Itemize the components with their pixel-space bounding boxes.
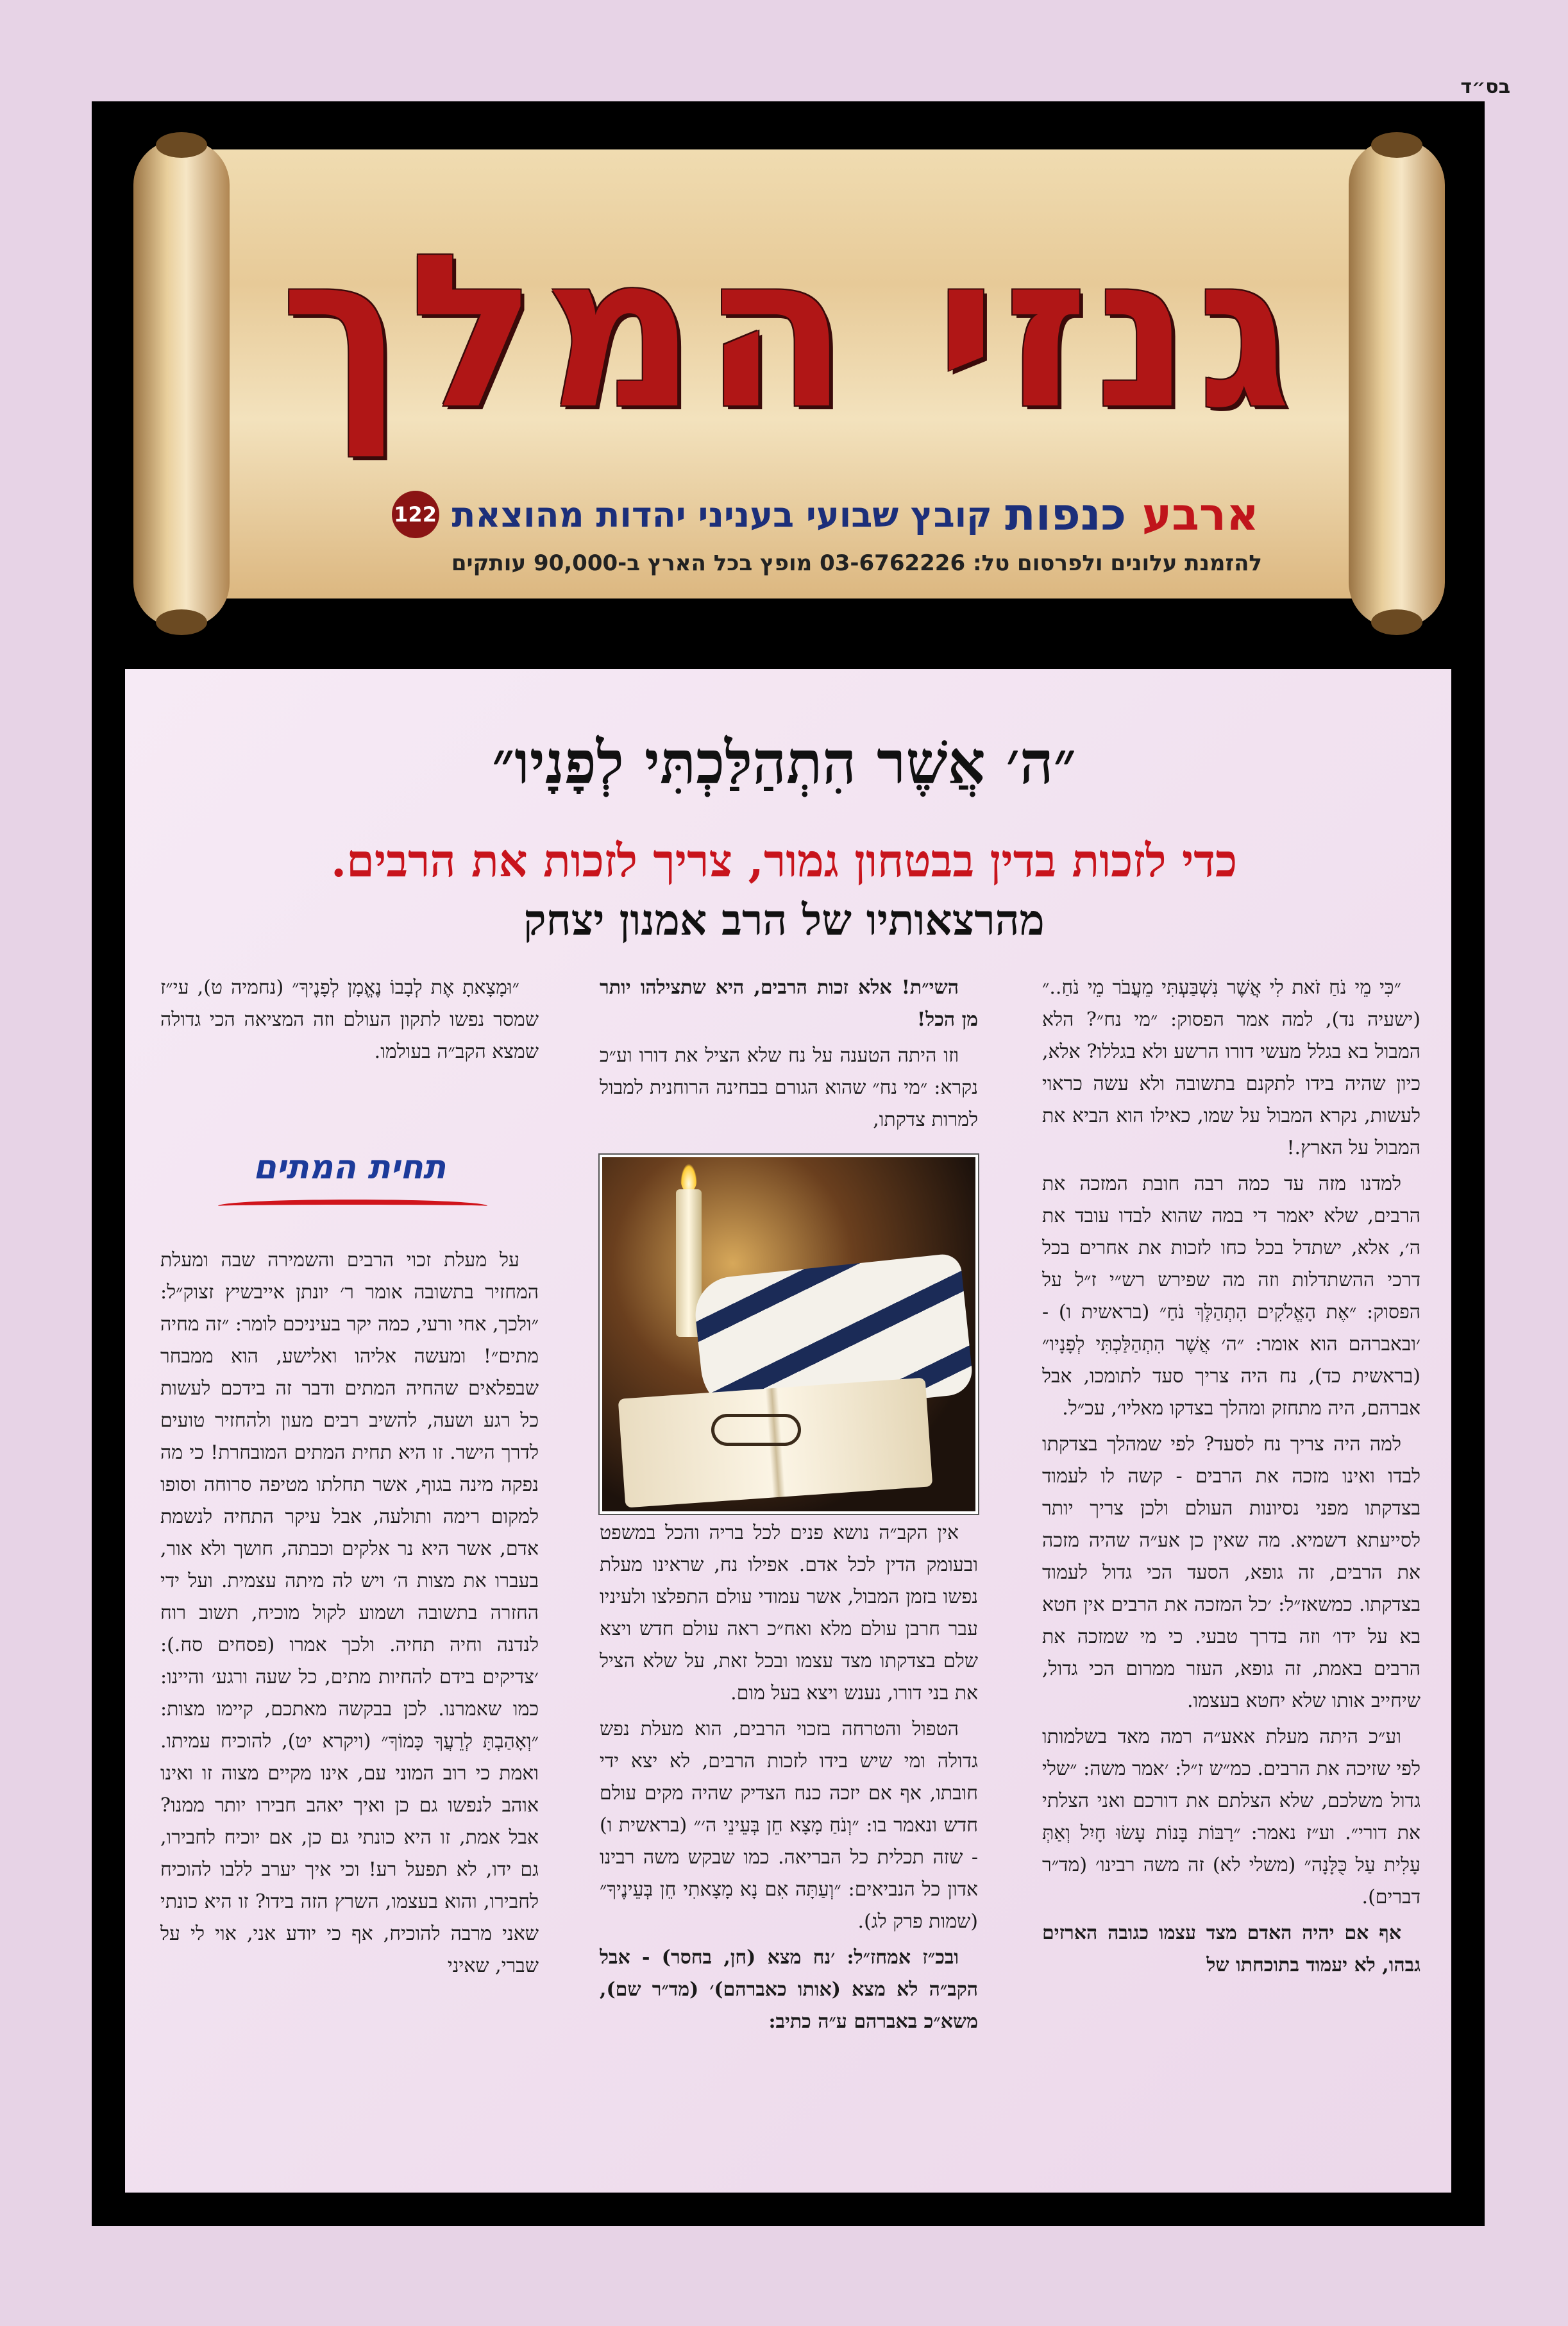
- publisher-logo-part2: כנפות: [1004, 488, 1127, 541]
- col1-paragraph: וע״כ היתה מעלת אאע״ה רמה מאד בשלמותו לפי שזיכה את הרבים. כמ״ש ז״ל: ׳אמר משה: ״שלי גדול משלכם, שלא הצלתם את דורכם ואני הצלתי את דורי״. וע״ז נאמר: ״רַבּוֹת בָּנוֹת עָשׂוּ חָיִל וְאַתְּ עָלִית עַל כֻּלָּנָה״ (משלי לא) זה משה רבינו׳ (מד״ר דברים).: [1042, 1726, 1420, 1908]
- masthead-title: גנזי המלך: [280, 209, 1298, 455]
- article-column-3-top: [160, 972, 539, 1139]
- col3-paragraph: על מעלת זכוי הרבים והשמירה שבה ומעלת המחזיר בתשובה אומר ר׳ יונתן אייבשיץ זצוק״ל: ״ולכך, אחי ורעי, כמה יקר בעיניכם לומר: ״זה מחיה מתים״! ומעשה אליהו ואלישע, הוא ממבחר שבפלאים שהחיה המתים ודבר זה בידכם לעשות כל רגע ושעה, להשיב רבים מעון ולהחזיר טועים לדרך הישר. זו היא תחית המתים המובחרת! כי מה נפקה מינה בגוף, אשר תחלתו מטיפה סרוחה וסופו למקום רימה ותולעה, אבל עיקר התחיה לנשמת אדם, אשר היא נר אלקים וכבתה, חושך ולא אור, בעברו את מצות ה׳ ויש לה מיתה עצמית. ועל ידי החזרה בתשובה ושמוע לקול מוכיח, תשוב רוח לנדנה וחיה תחיה. ולכך אמרו (פסחים סח.): ׳צדיקים בידם להחיות מתים, כל שעה ורגע׳ והיינו: כמו שאמרנו. לכן בבקשה מאתכם, קיימו מצות: ״וְאָהַבְתָּ לְרֵעֲךָ כָּמוֹךָ״ (ויקרא יט), להוכיח עמיתו. ואמת כי רוב המוני עם, אינו מקיים מצוה זו ואינו אוהב לנפשו גם כן ואיך יאהב חבירו יותר ממנו? אבל אמת, זו היא כונתי גם כן, אם יוכיח לחבירו, גם ידו, לא תפעל רע! וכי איך יערב ללבו להוכיח לחבירו, והוא בעצמו, השרץ הזה בידו? זו היא כונתי שאני מרבה להוכיח, אף כי יודע אני, אוי לי על שברי, שאיני: [160, 1249, 539, 1977]
- col1-paragraph: אף אם יהיה האדם מצד עצמו כגובה הארזים גבהו, לא יעמוד בתוכחתו של: [1042, 1922, 1420, 1976]
- publisher-logo-part1: ארבע: [1142, 488, 1259, 541]
- col3-paragraph: ״וּמָצָאתָ אֶת לְבָבוֹ נֶאֱמָן לְפָנֶיךָ״ (נחמיה ט), עי״ז שמסר נפשו לתקון העולם וזה המציאה הכי גדולה שמצא הקב״ה בעולמו.: [160, 976, 539, 1063]
- article-column-3-bottom: [160, 1244, 539, 2155]
- article-subtitle: כדי לזכות בדין בבטחון גמור, צריך לזכות את הרבים.: [330, 834, 1238, 887]
- masthead-subtitle: קובץ שבועי בעניני יהדות מהוצאת: [451, 494, 992, 535]
- col2-paragraph: אין הקב״ה נושא פנים לכל בריה והכל במשפט ובעומק הדין לכל אדם. אפילו נח, שראינו מעלת נפשו בזמן המבול, אשר עמודי עולם התפלצו ולעיניו עבר חרבן עולם מלא ואח״כ ראה עולם חדש ויצא שלם בצדקתו מצד עצמו ובכל זאת, על שלא הציל את בני דורו, נענש ויצא בעל מום.: [600, 1522, 978, 1704]
- page-marker: בס״ד: [1460, 76, 1510, 98]
- col1-paragraph: ״כִּי מֵי נֹחַ זֹאת לִי אֲשֶׁר נִשְׁבַּעְתִּי מֵעֲבֹר מֵי נֹחַ..״ (ישעיה נד), למה אמר הפסוק: ״מי נח״? הלא המבול בא בגלל מעשי דורו הרשע ולא בגללו? אלא, כיון שהיה בידו לתקנם בתשובה ולא עשה כראוי לעשות, נקרא המבול על שמו, כאילו הוא הביא את המבול על הארץ.!: [1042, 976, 1420, 1159]
- col2-paragraph: וזו היתה הטענה על נח שלא הציל את דורו וע״כ נקרא: ״מי נח״ שהוא הגורם בבחינה הרוחנית למבול למרות צדקתו,: [600, 1044, 978, 1131]
- col2-paragraph: השי״ת! אלא זכות הרבים, היא שתצילהו יותר מן הכל!: [600, 976, 978, 1031]
- section-heading: תחית המתים: [253, 1148, 446, 1187]
- masthead-contact: להזמנת עלונים ולפרסום טל: 03-6762226 מופץ בכל הארץ ב-90,000 עותקים: [451, 550, 1262, 576]
- issue-number-badge: 122: [392, 491, 439, 538]
- article-column-2-bottom: [600, 1517, 978, 2155]
- candle-flame-icon: [680, 1164, 697, 1193]
- masthead-scroll: [169, 149, 1410, 598]
- article-title: ״ה׳ אֲשֶׁר הִתְהַלַּכְתִּי לְפָנָיו״: [492, 728, 1076, 797]
- section-heading-underline: [218, 1200, 487, 1212]
- col1-paragraph: למדנו מזה עד כמה רבה חובת המזכה את הרבים, שלא יאמר די במה שהוא לבדו עובד את ה׳, אלא, ישתדל בכל כחו לזכות את אחרים בכל דרכי ההשתדלות וזה מה שפירש רש״י ז״ל על הפסוק: ״אֶת הָאֱלֹקִים הִתְהַלֶּךְ נֹחַ״ (בראשית ו) - ׳ובאברהם הוא אומר: ״ה׳ אֲשֶׁר הִתְהַלַּכְתִּי לְפָנָיו״ (בראשית כד), נח היה צריך סעד לתומכו, אבל אברהם, היה מתחזק ומהלך בצדקו מאליו׳, עכ״ל.: [1042, 1173, 1420, 1420]
- masthead-subtitle-row: [392, 488, 1272, 541]
- article-author: מהרצאותיו של הרב אמנון יצחק: [523, 895, 1045, 945]
- col2-paragraph: ובכ״ז אמחז״ל: ׳נח מצא (חן, בחסר) - אבל הקב״ה לא מצא (אותו כאברהם)׳ (מד״ר שם), משא״כ באברהם ע״ה כתיב:: [600, 1946, 978, 2033]
- article-column-2-top: [600, 972, 978, 1145]
- publisher-logo: [1005, 488, 1259, 541]
- col2-paragraph: הטפול והטרחה בזכוי הרבים, הוא מעלת נפש גדולה ומי שיש בידו לזכות הרבים, לא יצא ידי חובתו, אף אם יזכה כנח הצדיק שהיה מקים עולם חדש ונאמר בו: ״וְנֹחַ מָצָא חֵן בְּעֵינֵי ה׳״ (בראשית ו) - שזה תכלית כל הבריאה. כמו שבקש משה רבינו אדון כל הנביאים: ״וְעַתָּה אִם נָא מָצָאתִי חֵן בְּעֵינֶיךָ״ (שמות פרק לג).: [600, 1718, 978, 1933]
- article-column-1: [1042, 972, 1420, 2152]
- glasses-icon: [711, 1414, 801, 1446]
- col1-paragraph: למה היה צריך נח לסעד? לפי שמהלך בצדקתו לבדו ואינו מזכה את הרבים - קשה לו לעמוד בצדקתו מפני נסיונות העולם ולכן צריך יותר לסייעתא דשמיא. מה שאין כן אע״ה שהיה מזכה את הרבים, זה גופא, הסעד הכי גדול לעמוד בצדקתו. כמשאז״ל: ׳כל המזכה את הרבים אין חטא בא על ידו׳ וזה בדרך טבעי. כי מי שמזכה את הרבים באמת, זה גופא, העזר ממרום הכי גדול, שיחייב אותו שלא יחטא בעצמו.: [1042, 1433, 1420, 1712]
- article-photo: [600, 1155, 978, 1514]
